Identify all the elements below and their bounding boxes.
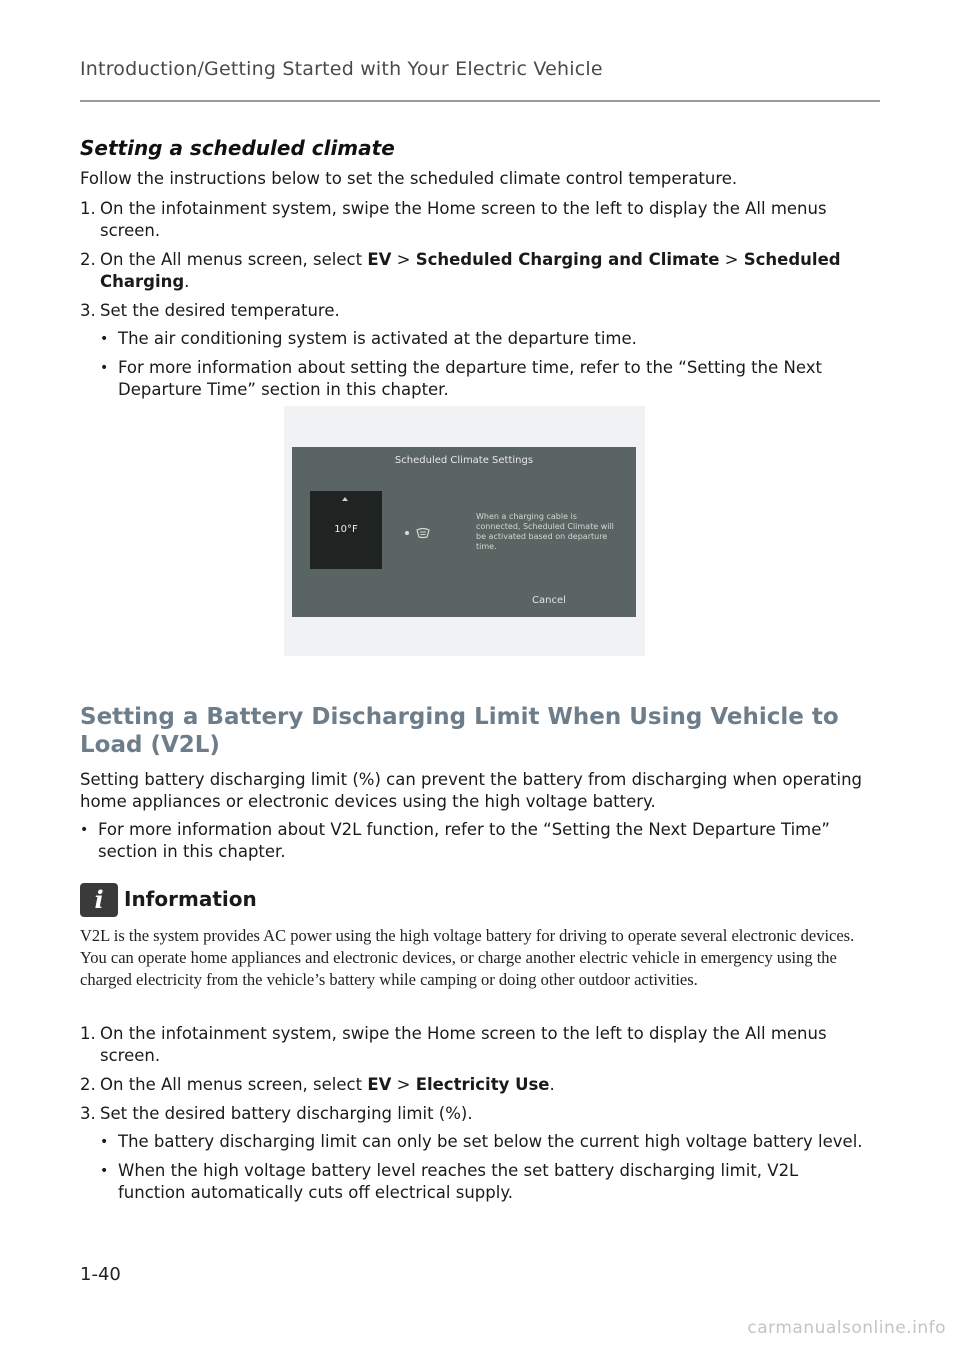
climate-icon [415,527,431,539]
infotainment-figure [284,406,645,656]
step-item [80,1103,870,1204]
header-rule [80,100,880,102]
menu-scheduled-charging: Scheduled Charging [100,250,841,291]
screen-message: When a charging cable is connected, Scheduled Climate will be activated based on departure time. [476,512,614,551]
bullet-list [100,328,870,401]
temperature-value: 10°F [334,524,358,535]
dot-icon [405,531,409,535]
menu-separator: > [719,250,744,269]
information-text: V2L is the system provides AC power using the high voltage battery for driving to operate several electronic devices. You can operate home appliances and electronic devices, or charge another electric vehicle in emergency using the charged electricity from the vehicle’s battery while camping or doing other outdoor activities. [80,926,855,989]
bullet-item: • For more information about setting the departure time, refer to the “Setting the Next Departure Time” section in this chapter. [100,357,870,401]
section-scheduled-climate [80,136,870,408]
information-title: Information [124,887,257,911]
step-number: 1. [80,199,96,218]
menu-electricity-use: Electricity Use [415,1075,550,1094]
step-text: Set the desired battery discharging limit (%). [100,1104,473,1123]
step-item [80,198,870,242]
section-title: Setting a scheduled climate [80,136,395,160]
menu-scheduled-charging-climate: Scheduled Charging and Climate [415,250,720,269]
step-item [80,300,870,401]
step-text: On the All menus screen, select [100,1075,368,1094]
step-text-end: . [549,1075,555,1094]
menu-separator: > [391,1075,416,1094]
step-text: Set the desired temperature. [100,301,340,320]
menu-ev: EV [367,250,392,269]
step-number: 2. [80,1075,96,1094]
temperature-selector[interactable] [310,491,382,569]
step-item [80,1023,870,1067]
step-text: On the All menus screen, select [100,250,368,269]
steps-list [80,1023,870,1204]
section-intro: Follow the instructions below to set the scheduled climate control temperature. [80,169,738,188]
bullet-item: • The battery discharging limit can only be set below the current high voltage battery level. [100,1131,870,1153]
cancel-button[interactable]: Cancel [532,595,566,606]
step-number: 3. [80,301,96,320]
header-title: Introduction/Getting Started with Your Electric Vehicle [80,58,603,80]
step-item [80,1074,870,1096]
bullet-list [80,819,870,863]
step-number: 1. [80,1024,96,1043]
bullet-item: • When the high voltage battery level reaches the set battery discharging limit, V2L function automatically cuts off electrical supply. [100,1160,870,1204]
bullet-list [100,1131,870,1204]
section-v2l [80,703,870,1211]
scheduled-climate-screen [292,447,636,617]
step-text-end: . [184,272,190,291]
section-intro: Setting battery discharging limit (%) can prevent the battery from discharging when operating home appliances or electronic devices using the high voltage battery. [80,770,863,811]
screen-title: Scheduled Climate Settings [394,455,534,466]
step-text: On the infotainment system, swipe the Home screen to the left to display the All menus screen. [100,1024,827,1065]
menu-separator: > [391,250,416,269]
section-title: Setting a Battery Discharging Limit When Using Vehicle to Load (V2L) [80,704,839,758]
step-text: On the infotainment system, swipe the Home screen to the left to display the All menus screen. [100,199,827,240]
information-header [80,883,870,917]
steps-list [80,198,870,401]
arrow-up-icon[interactable] [342,497,348,501]
page-number: 1-40 [80,1264,121,1285]
step-number: 2. [80,250,96,269]
bullet-item: • For more information about V2L function, refer to the “Setting the Next Departure Time” section in this chapter. [80,819,870,863]
watermark: carmanualsonline.info [747,1318,946,1338]
menu-ev: EV [367,1075,392,1094]
step-item [80,249,870,293]
step-number: 3. [80,1104,96,1123]
bullet-item: • The air conditioning system is activated at the departure time. [100,328,870,350]
info-icon: i [80,883,118,917]
